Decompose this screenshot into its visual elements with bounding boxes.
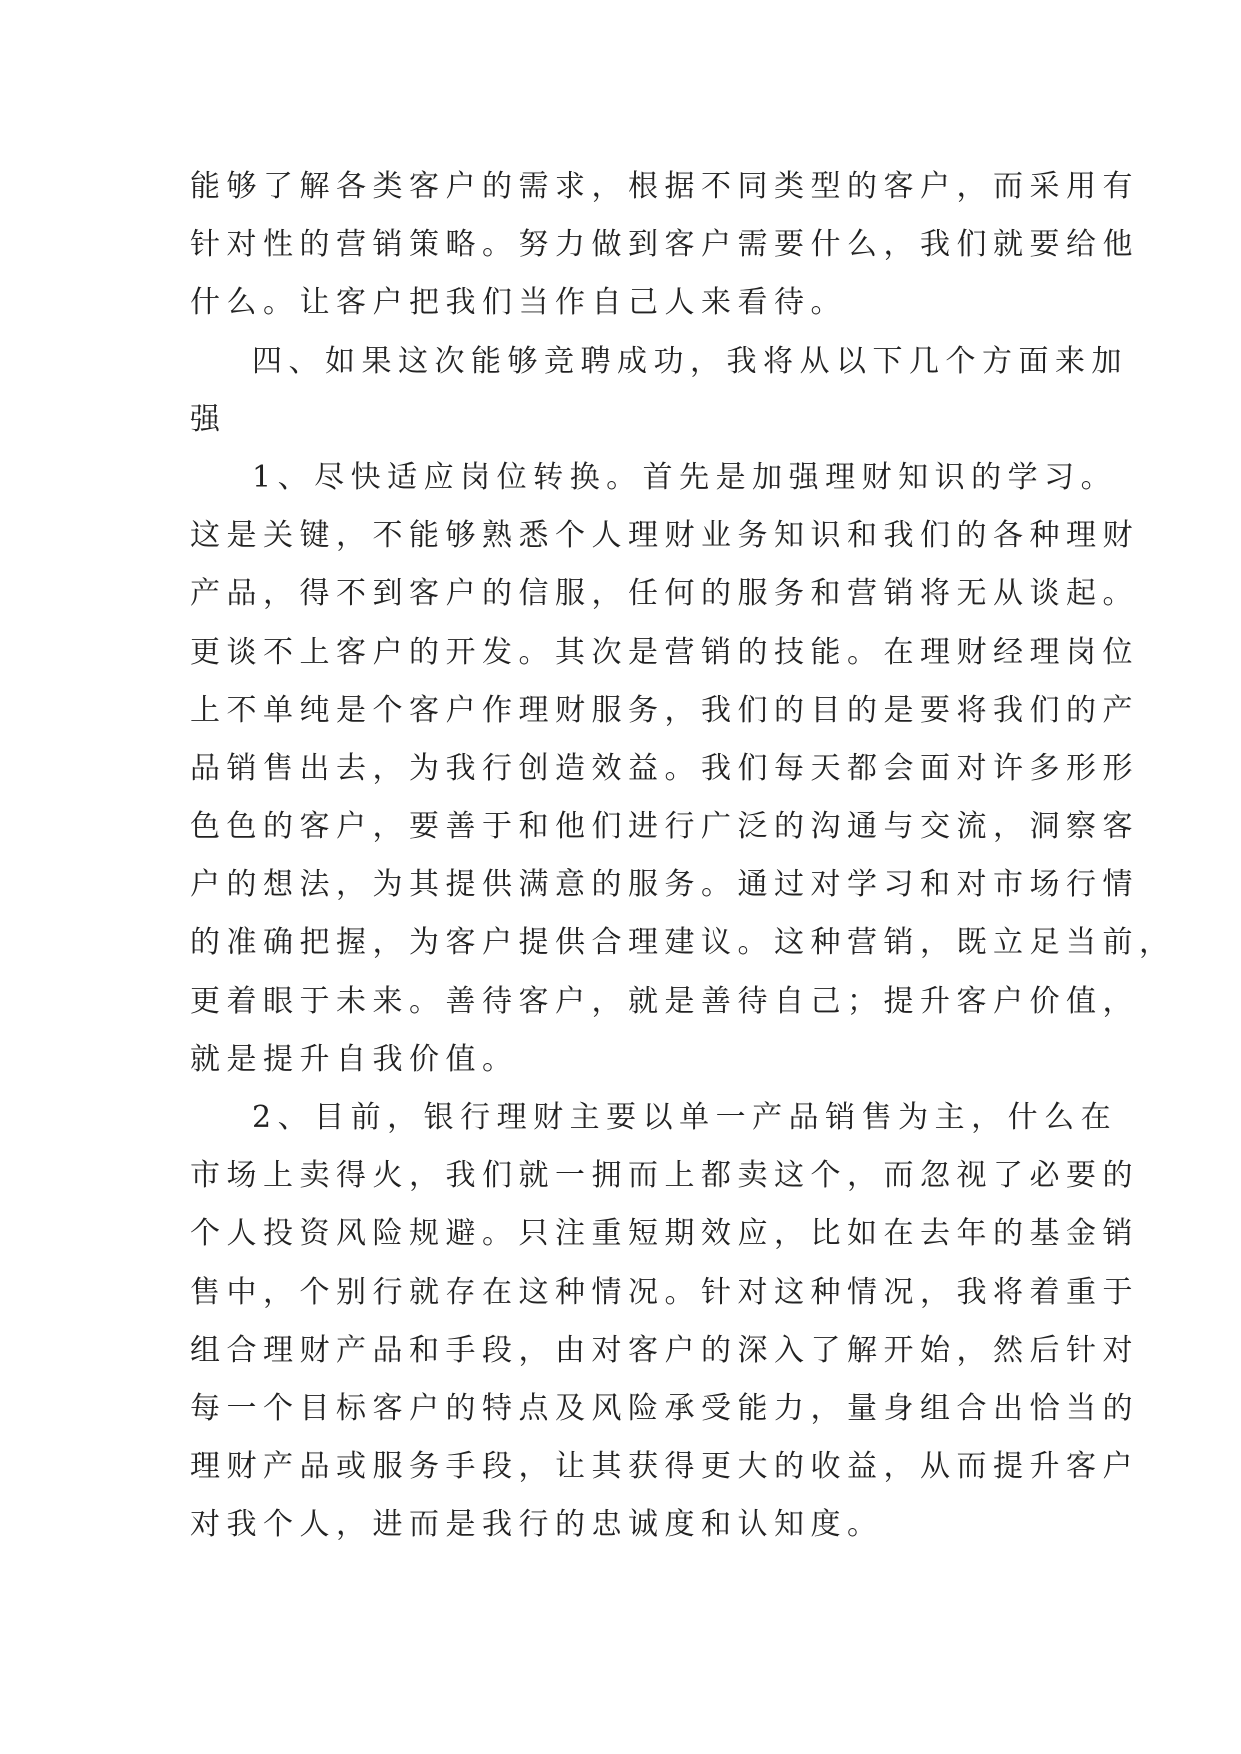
text-line: 每一个目标客户的特点及风险承受能力，量身组合出恰当的 [190, 1390, 1139, 1426]
paragraph-start-line: 1、尽快适应岗位转换。首先是加强理财知识的学习。 [252, 459, 1118, 495]
text-line: 色色的客户，要善于和他们进行广泛的沟通与交流，洞察客 [190, 809, 1139, 845]
text-line: 的准确把握，为客户提供合理建议。这种营销，既立足当前， [190, 925, 1176, 961]
document-body [190, 158, 1176, 1555]
text-line: 这是关键，不能够熟悉个人理财业务知识和我们的各种理财 [190, 518, 1139, 554]
text-line: 个人投资风险规避。只注重短期效应，比如在去年的基金销 [190, 1216, 1139, 1252]
text-line: 上不单纯是个客户作理财服务，我们的目的是要将我们的产 [190, 692, 1139, 728]
text-line: 理财产品或服务手段，让其获得更大的收益，从而提升客户 [190, 1449, 1139, 1485]
text-line: 能够了解各类客户的需求，根据不同类型的客户，而采用有 [190, 169, 1139, 204]
text-line: 品销售出去，为我行创造效益。我们每天都会面对许多形形 [190, 750, 1139, 786]
text-line: 就是提升自我价值。 [190, 1041, 519, 1077]
text-line: 市场上卖得火，我们就一拥而上都卖这个，而忽视了必要的 [190, 1158, 1139, 1194]
text-line: 更谈不上客户的开发。其次是营销的技能。在理财经理岗位 [190, 634, 1139, 670]
text-line: 户的想法，为其提供满意的服务。通过对学习和对市场行情 [190, 867, 1139, 903]
text-line: 更着眼于未来。善待客户，就是善待自己；提升客户价值， [190, 983, 1139, 1019]
text-line: 什么。让客户把我们当作自己人来看待。 [190, 285, 847, 321]
section-heading-line: 四、如果这次能够竞聘成功，我将从以下几个方面来加 [252, 343, 1128, 379]
text-line: 组合理财产品和手段，由对客户的深入了解开始，然后针对 [190, 1332, 1139, 1368]
paragraph-start-line: 2、目前，银行理财主要以单一产品销售为主，什么在 [252, 1100, 1118, 1135]
text-line: 对我个人，进而是我行的忠诚度和认知度。 [190, 1507, 884, 1543]
text-line: 售中，个别行就存在这种情况。针对这种情况，我将着重于 [190, 1274, 1139, 1310]
text-line: 针对性的营销策略。努力做到客户需要什么，我们就要给他 [190, 227, 1139, 263]
section-heading-line: 强 [190, 401, 227, 437]
text-line: 产品，得不到客户的信服，任何的服务和营销将无从谈起。 [190, 576, 1139, 612]
